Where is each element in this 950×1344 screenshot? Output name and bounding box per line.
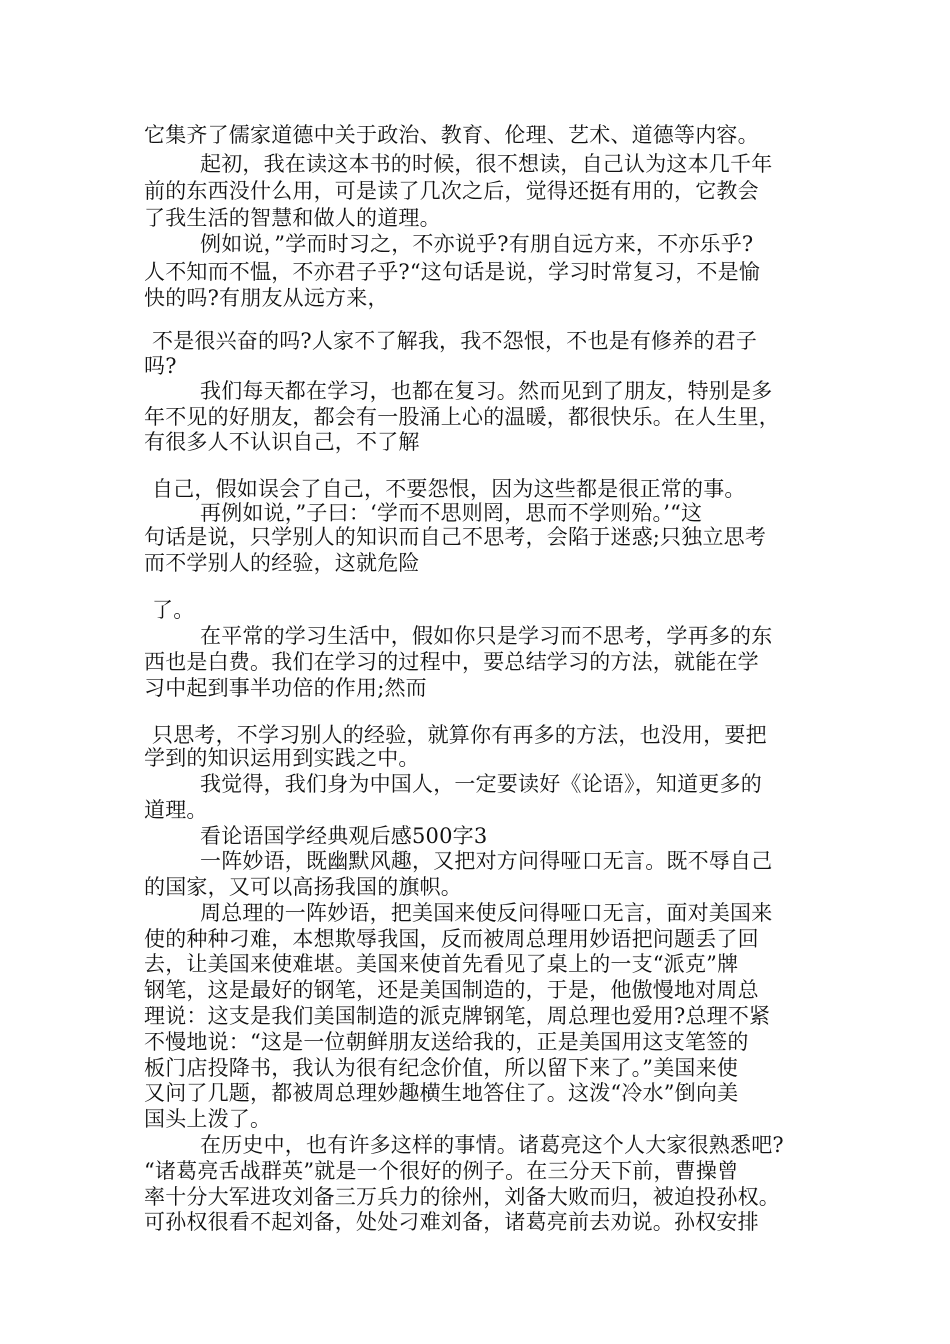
text-line: 例如说，”学而时习之，不亦说乎?有朋自远方来，不亦乐乎? <box>200 232 754 256</box>
text-line: 钢笔，这是最好的钢笔，还是美国制造的，于是，他傲慢地对周总 <box>144 978 759 1002</box>
text-line: 了。 <box>152 598 195 622</box>
text-line: 可孙权很看不起刘备，处处刁难刘备，诸葛亮前去劝说。孙权安排 <box>144 1210 759 1234</box>
text-line: 有很多人不认识自己，不了解 <box>144 430 420 454</box>
text-line: 我觉得，我们身为中国人，一定要读好《论语》，知道更多的 <box>200 772 762 796</box>
text-line: 周总理的一阵妙语，把美国来使反问得哑口无言，面对美国来 <box>200 901 773 925</box>
section-heading: 看论语国学经典观后感500字3 <box>200 824 488 848</box>
text-line: 自己，假如误会了自己，不要怨恨，因为这些都是很正常的事。 <box>152 477 746 501</box>
text-line: 前的东西没什么用，可是读了几次之后，觉得还挺有用的，它教会 <box>144 179 759 203</box>
text-line: 的国家，又可以高扬我国的旗帜。 <box>144 875 462 899</box>
text-line: 句话是说，只学别人的知识而自己不思考，会陷于迷惑;只独立思考 <box>144 525 767 549</box>
text-line: 人不知而不愠，不亦君子乎?“这句话是说，学习时常复习，不是愉 <box>144 260 760 284</box>
text-line: 不慢地说：“这是一位朝鲜朋友送给我的，正是美国用这支笔签的 <box>144 1030 749 1054</box>
text-line: 在历史中，也有许多这样的事情。诸葛亮这个人大家很熟悉吧? <box>200 1133 784 1157</box>
text-line: 快的吗?有朋友从远方来， <box>144 286 389 310</box>
text-line: 再例如说，”子曰：‘学而不思则罔，思而不学则殆。’“这 <box>200 501 703 525</box>
text-line: 西也是白费。我们在学习的过程中，要总结学习的方法，就能在学 <box>144 650 759 674</box>
text-line: 不是很兴奋的吗?人家不了解我，我不怨恨，不也是有修养的君子 <box>152 329 758 353</box>
text-line: 我们每天都在学习，也都在复习。然而见到了朋友，特别是多 <box>200 379 773 403</box>
text-line: 在平常的学习生活中，假如你只是学习而不思考，学再多的东 <box>200 624 773 648</box>
text-line: 起初，我在读这本书的时候，很不想读，自己认为这本几千年 <box>200 152 773 176</box>
text-line: 使的种种刁难，本想欺辱我国，反而被周总理用妙语把问题丢了回 <box>144 927 759 951</box>
text-line: 率十分大军进攻刘备三万兵力的徐州，刘备大败而归，被迫投孙权。 <box>144 1185 780 1209</box>
text-line: 理说：这支是我们美国制造的派克牌钢笔，周总理也爱用?总理不紧 <box>144 1004 771 1028</box>
text-line: 只思考，不学习别人的经验，就算你有再多的方法，也没用，要把 <box>152 723 767 747</box>
text-line: 了我生活的智慧和做人的道理。 <box>144 206 441 230</box>
text-line: 吗? <box>144 354 177 378</box>
text-line: 年不见的好朋友，都会有一股涌上心的温暖，都很快乐。在人生里， <box>144 405 780 429</box>
text-line: 习中起到事半功倍的作用;然而 <box>144 676 427 700</box>
text-line: 道理。 <box>144 798 208 822</box>
text-line: 学到的知识运用到实践之中。 <box>144 746 420 770</box>
text-line: 去，让美国来使难堪。美国来使首先看见了桌上的一支“派克”牌 <box>144 952 739 976</box>
text-line: 而不学别人的经验，这就危险 <box>144 551 420 575</box>
text-line: 国头上泼了。 <box>144 1107 272 1131</box>
text-line: 又问了几题，都被周总理妙趣横生地答住了。这泼“冷水”倒向美 <box>144 1081 739 1105</box>
text-line: 板门店投降书，我认为很有纪念价值，所以留下来了。”美国来使 <box>144 1056 739 1080</box>
text-line: “诸葛亮舌战群英”就是一个很好的例子。在三分天下前，曹操曾 <box>144 1159 739 1183</box>
text-line: 它集齐了儒家道德中关于政治、教育、伦理、艺术、道德等内容。 <box>144 123 759 147</box>
text-line: 一阵妙语，既幽默风趣，又把对方问得哑口无言。既不辱自己 <box>200 849 773 873</box>
